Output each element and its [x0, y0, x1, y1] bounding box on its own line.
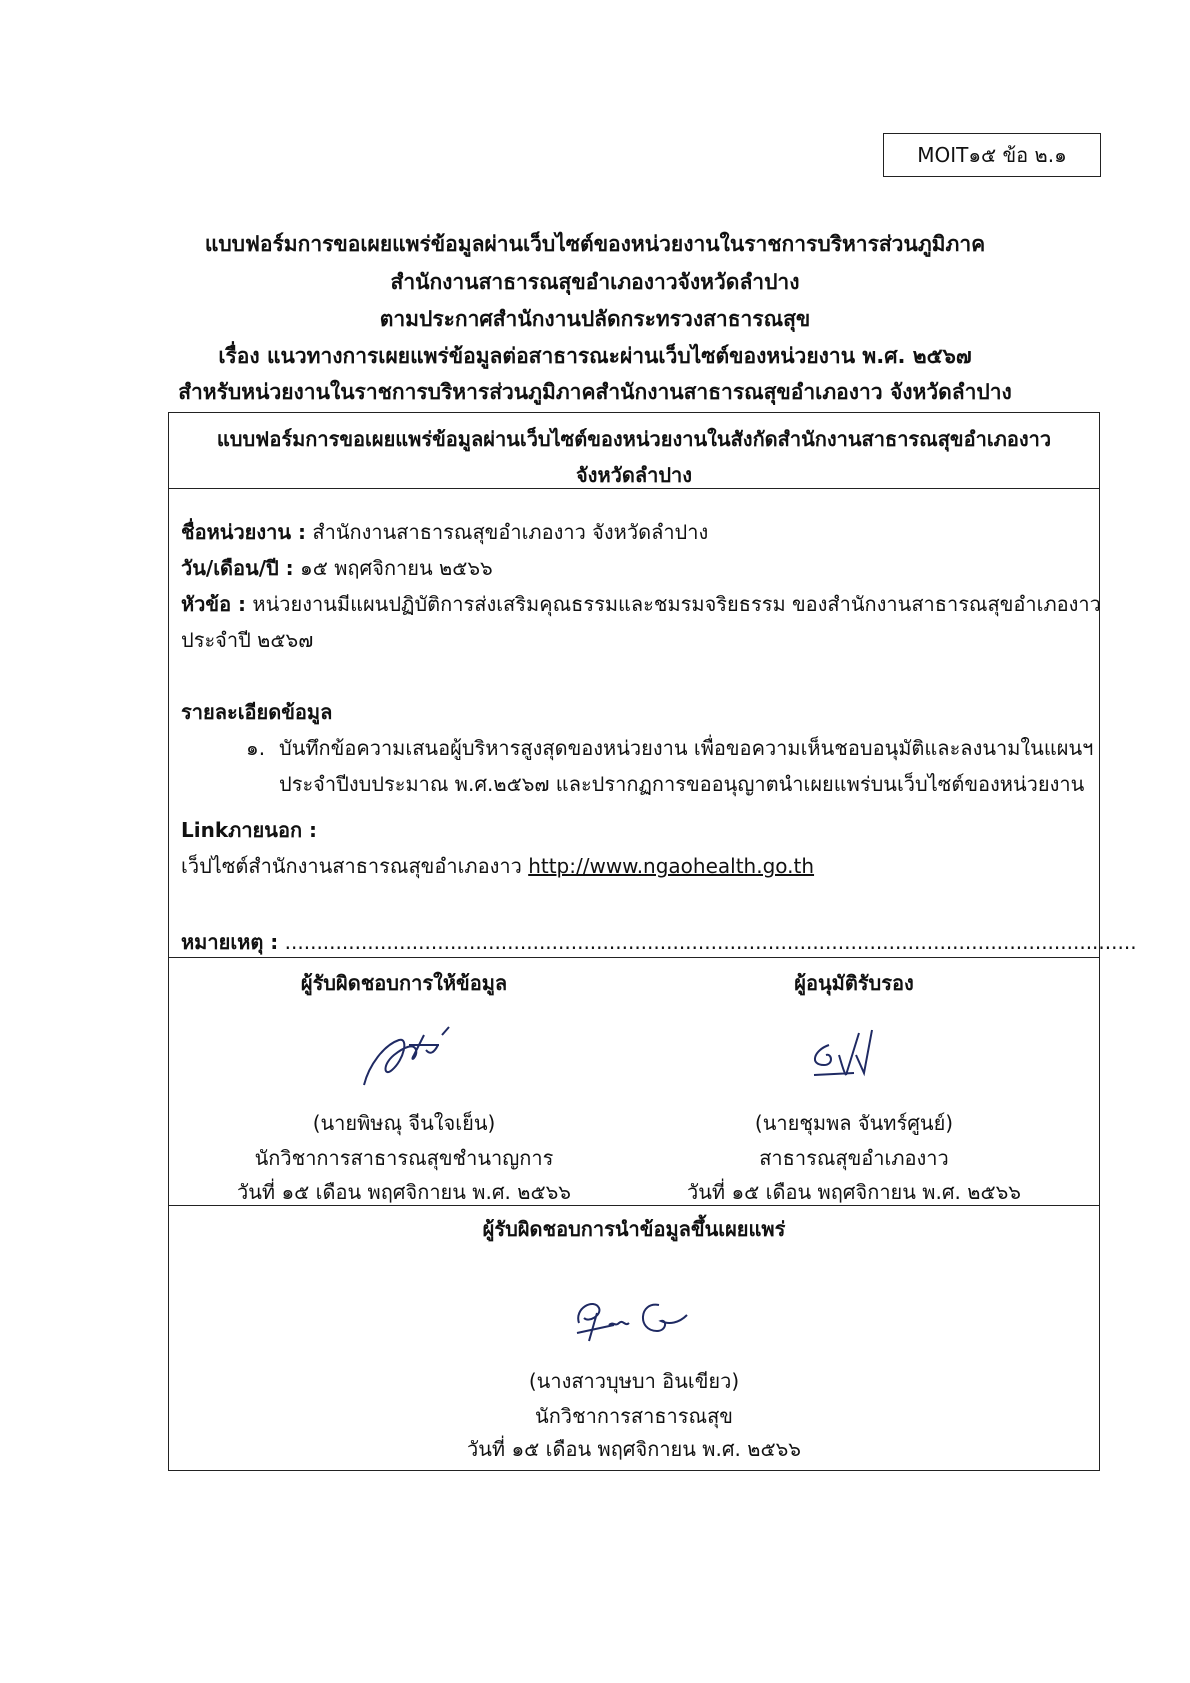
date-row [181, 552, 493, 584]
left-signer-date: วันที่ ๑๕ เดือน พฤศจิกายน พ.ศ. ๒๕๖๖ [237, 1180, 571, 1204]
date-value: ๑๕ พฤศจิกายน ๒๕๖๖ [293, 556, 493, 580]
link-row [181, 850, 814, 882]
right-signature-image [794, 1025, 894, 1099]
divider-title [169, 488, 1099, 489]
detail-number: ๑. [246, 736, 266, 760]
form-title-line-2: จังหวัดลำปาง [575, 463, 693, 487]
left-signer-name: (นายพิษณุ จีนใจเย็น) [312, 1111, 496, 1135]
unit-row [181, 516, 708, 548]
detail-line-2: ประจำปีงบประมาณ พ.ศ.๒๕๖๗ และปรากฏการขออนุญาตนำเผยแพร่บนเว็บไซต์ของหน่วยงาน [279, 772, 1085, 796]
heading-line-2: สำนักงานสาธารณสุขอำเภองาวจังหวัดลำปาง [390, 270, 800, 294]
document-code-box [883, 133, 1101, 177]
remark-dots: ...................................................................................................................................... [278, 930, 1137, 954]
left-signer-heading: ผู้รับผิดชอบการให้ข้อมูล [300, 971, 508, 995]
heading-line-5: สำหรับหน่วยงานในราชการบริหารส่วนภูมิภาคสำนักงานสาธารณสุขอำเภองาว จังหวัดลำปาง [178, 380, 1012, 404]
publisher-heading: ผู้รับผิดชอบการนำข้อมูลขึ้นเผยแพร่ [482, 1217, 786, 1241]
publisher-name: (นางสาวบุษบา อินเขียว) [528, 1369, 740, 1393]
topic-label: หัวข้อ : [181, 592, 247, 616]
right-signer-heading: ผู้อนุมัติรับรอง [794, 971, 914, 995]
divider-signatures [169, 957, 1099, 958]
link-prefix: เว็ปไซต์สำนักงานสาธารณสุขอำเภองาว [181, 854, 529, 878]
heading-line-3: ตามประกาศสำนักงานปลัดกระทรวงสาธารณสุข [379, 307, 811, 331]
unit-value: สำนักงานสาธารณสุขอำเภองาว จังหวัดลำปาง [306, 520, 709, 544]
detail-line-1: บันทึกข้อความเสนอผู้บริหารสูงสุดของหน่วยงาน เพื่อขอความเห็นชอบอนุมัติและลงนามในแผนฯ [279, 736, 1094, 760]
left-signer-position: นักวิชาการสาธารณสุขชำนาญการ [254, 1146, 554, 1170]
details-label: รายละเอียดข้อมูล [181, 700, 333, 724]
left-signature-image [354, 1025, 454, 1099]
form-table [168, 412, 1137, 1471]
external-link[interactable]: http://www.ngaohealth.go.th [528, 854, 815, 878]
topic-row [181, 588, 1101, 620]
right-signer-date: วันที่ ๑๕ เดือน พฤศจิกายน พ.ศ. ๒๕๖๖ [687, 1180, 1021, 1204]
heading-line-4: เรื่อง แนวทางการเผยแพร่ข้อมูลต่อสาธารณะผ่านเว็บไซต์ของหน่วยงาน พ.ศ. ๒๕๖๗ [218, 344, 972, 368]
date-label: วัน/เดือน/ปี : [181, 556, 294, 580]
form-title-line-1: แบบฟอร์มการขอเผยแพร่ข้อมูลผ่านเว็บไซต์ของหน่วยงานในสังกัดสำนักงานสาธารณสุขอำเภองาว [216, 427, 1052, 451]
unit-label: ชื่อหน่วยงาน : [181, 520, 307, 544]
publisher-signature-image [569, 1293, 699, 1347]
publisher-date: วันที่ ๑๕ เดือน พฤศจิกายน พ.ศ. ๒๕๖๖ [467, 1437, 801, 1461]
topic-value-line-1: หน่วยงานมีแผนปฏิบัติการส่งเสริมคุณธรรมและชมรมจริยธรรม ของสำนักงานสาธารณสุขอำเภองาว [246, 592, 1101, 616]
topic-value-line-2: ประจำปี ๒๕๖๗ [181, 628, 314, 652]
right-signer-position: สาธารณสุขอำเภองาว [759, 1146, 949, 1170]
remark-label: หมายเหตุ : [181, 930, 279, 954]
link-label: Linkภายนอก : [181, 818, 318, 842]
divider-publisher [169, 1205, 1099, 1206]
document-code: MOIT๑๕ ข้อ ๒.๑ [917, 143, 1067, 167]
heading-line-1: แบบฟอร์มการขอเผยแพร่ข้อมูลผ่านเว็บไซต์ของหน่วยงานในราชการบริหารส่วนภูมิภาค [204, 232, 986, 256]
remark-row [181, 926, 1137, 958]
publisher-position: นักวิชาการสาธารณสุข [535, 1404, 733, 1428]
right-signer-name: (นายชุมพล จันทร์ศูนย์) [754, 1111, 954, 1135]
